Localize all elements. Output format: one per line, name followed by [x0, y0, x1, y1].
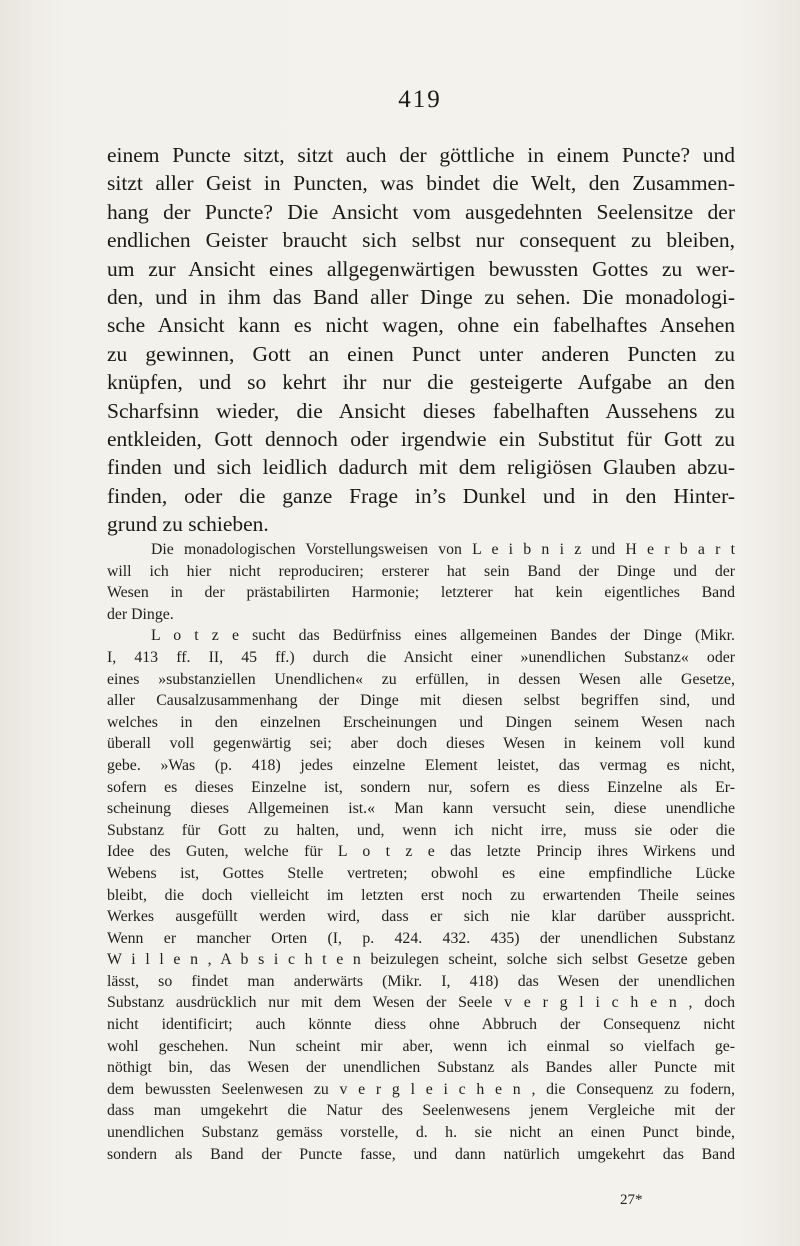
main-text-line: grund zu schieben.: [107, 512, 269, 537]
note-line: überall voll gegenwärtig sei; aber doch dieses Wesen in keinem voll kund: [107, 735, 735, 753]
main-text-line: knüpfen, und so kehrt ihr nur die gesteigerte Aufgabe an den: [107, 370, 735, 395]
note-line: Idee des Guten, welche für L o t z e das letzte Princip ihres Wirkens und: [107, 843, 735, 861]
note-line: eines »substanziellen Unendlichen« zu erfüllen, in dessen Wesen alle Gesetze,: [107, 670, 735, 688]
note-line: wohl geschehen. Nun scheint mir aber, wenn ich einmal so vielfach ge-: [107, 1037, 735, 1055]
note-line: Substanz für Gott zu halten, und, wenn ich nicht irre, muss sie oder die: [107, 821, 735, 839]
main-text-line: den, und in ihm das Band aller Dinge zu sehen. Die monadologi-: [107, 284, 735, 309]
note-line: nicht identificirt; auch könnte diess ohne Abbruch der Consequenz nicht: [107, 1016, 735, 1034]
main-text-line: endlichen Geister braucht sich selbst nur consequent zu bleiben,: [107, 228, 735, 253]
note-line: scheinung dieses Allgemeinen ist.« Man kann versucht sein, diese unendliche: [107, 800, 735, 818]
note-line: aller Causalzusammenhang der Dinge mit diesen selbst begriffen sind, und: [107, 692, 735, 710]
note-line: sofern es dieses Einzelne ist, sondern nur, sofern es diess Einzelne als Er-: [107, 778, 735, 796]
note-line: lässt, so findet man anderwärts (Mikr. I, 418) das Wesen der unendlichen: [107, 972, 735, 990]
note-line: dem bewussten Seelenwesen zu v e r g l e i c h e n , die Consequenz zu fodern,: [107, 1080, 735, 1098]
signature-mark: 27*: [620, 1192, 643, 1208]
note-line: Werkes ausgefüllt werden wird, dass er sich nie klar darüber ausspricht.: [107, 908, 735, 926]
note-line: der Dinge.: [107, 605, 174, 623]
page-number: 419: [398, 86, 442, 113]
note-line: bleibt, die doch vielleicht im letzten erst noch zu erwartenden Theile seines: [107, 886, 735, 904]
note-line: nöthigt bin, das Wesen der unendlichen Substanz als Bandes aller Puncte mit: [107, 1059, 735, 1077]
notes-section: [107, 539, 735, 1165]
main-text-line: einem Puncte sitzt, sitzt auch der göttliche in einem Puncte? und: [107, 143, 735, 167]
main-text: [107, 141, 735, 538]
main-text-line: sitzt aller Geist in Puncten, was bindet die Welt, den Zusammen-: [107, 171, 735, 196]
note-line: W i l l e n , A b s i c h t e n beizulegen scheint, solche sich selbst Gesetze geben: [107, 951, 735, 969]
note-line: gebe. »Was (p. 418) jedes einzelne Element leistet, das vermag es nicht,: [107, 756, 735, 774]
note-line: L o t z e sucht das Bedürfniss eines allgemeinen Bandes der Dinge (Mikr.: [151, 627, 735, 645]
main-text-line: sche Ansicht kann es nicht wagen, ohne ein fabelhaftes Ansehen: [107, 313, 735, 338]
main-text-line: finden und sich leidlich dadurch mit dem religiösen Glauben abzu-: [107, 455, 735, 480]
note-line: Wenn er mancher Orten (I, p. 424. 432. 435) der unendlichen Substanz: [107, 929, 735, 947]
main-text-line: Scharfsinn wieder, die Ansicht dieses fabelhaften Aussehens zu: [107, 398, 735, 423]
note-line: sondern als Band der Puncte fasse, und dann natürlich umgekehrt das Band: [107, 1145, 735, 1163]
note-line: unendlichen Substanz gemäss vorstelle, d. h. sie nicht an einen Punct binde,: [107, 1124, 735, 1142]
note-line: will ich hier nicht reproduciren; ersterer hat sein Band der Dinge und der: [107, 562, 735, 580]
note-line: welches in den einzelnen Erscheinungen und Dingen seinem Wesen nach: [107, 713, 735, 731]
note-line: Substanz ausdrücklich nur mit dem Wesen der Seele v e r g l i c h e n , doch: [107, 994, 735, 1012]
main-text-line: finden, oder die ganze Frage in’s Dunkel und in den Hinter-: [107, 483, 735, 508]
main-text-line: hang der Puncte? Die Ansicht vom ausgedehnten Seelensitze der: [107, 199, 735, 224]
main-text-line: um zur Ansicht eines allgegenwärtigen bewussten Gottes zu wer-: [107, 256, 735, 281]
main-text-line: zu gewinnen, Gott an einen Punct unter anderen Puncten zu: [107, 341, 735, 366]
note-line: Wesen in der prästabilirten Harmonie; letzterer hat kein eigentliches Band: [107, 584, 735, 602]
note-line: Die monadologischen Vorstellungsweisen von L e i b n i z und H e r b a r t: [151, 541, 735, 558]
note-line: Webens ist, Gottes Stelle vertreten; obwohl es eine empfindliche Lücke: [107, 864, 735, 882]
note-line: I, 413 ff. II, 45 ff.) durch die Ansicht einer »unendlichen Substanz« oder: [107, 648, 735, 666]
main-text-line: entkleiden, Gott dennoch oder irgendwie ein Substitut für Gott zu: [107, 426, 735, 451]
note-line: dass man umgekehrt die Natur des Seelenwesens jenem Vergleiche mit der: [107, 1102, 735, 1120]
